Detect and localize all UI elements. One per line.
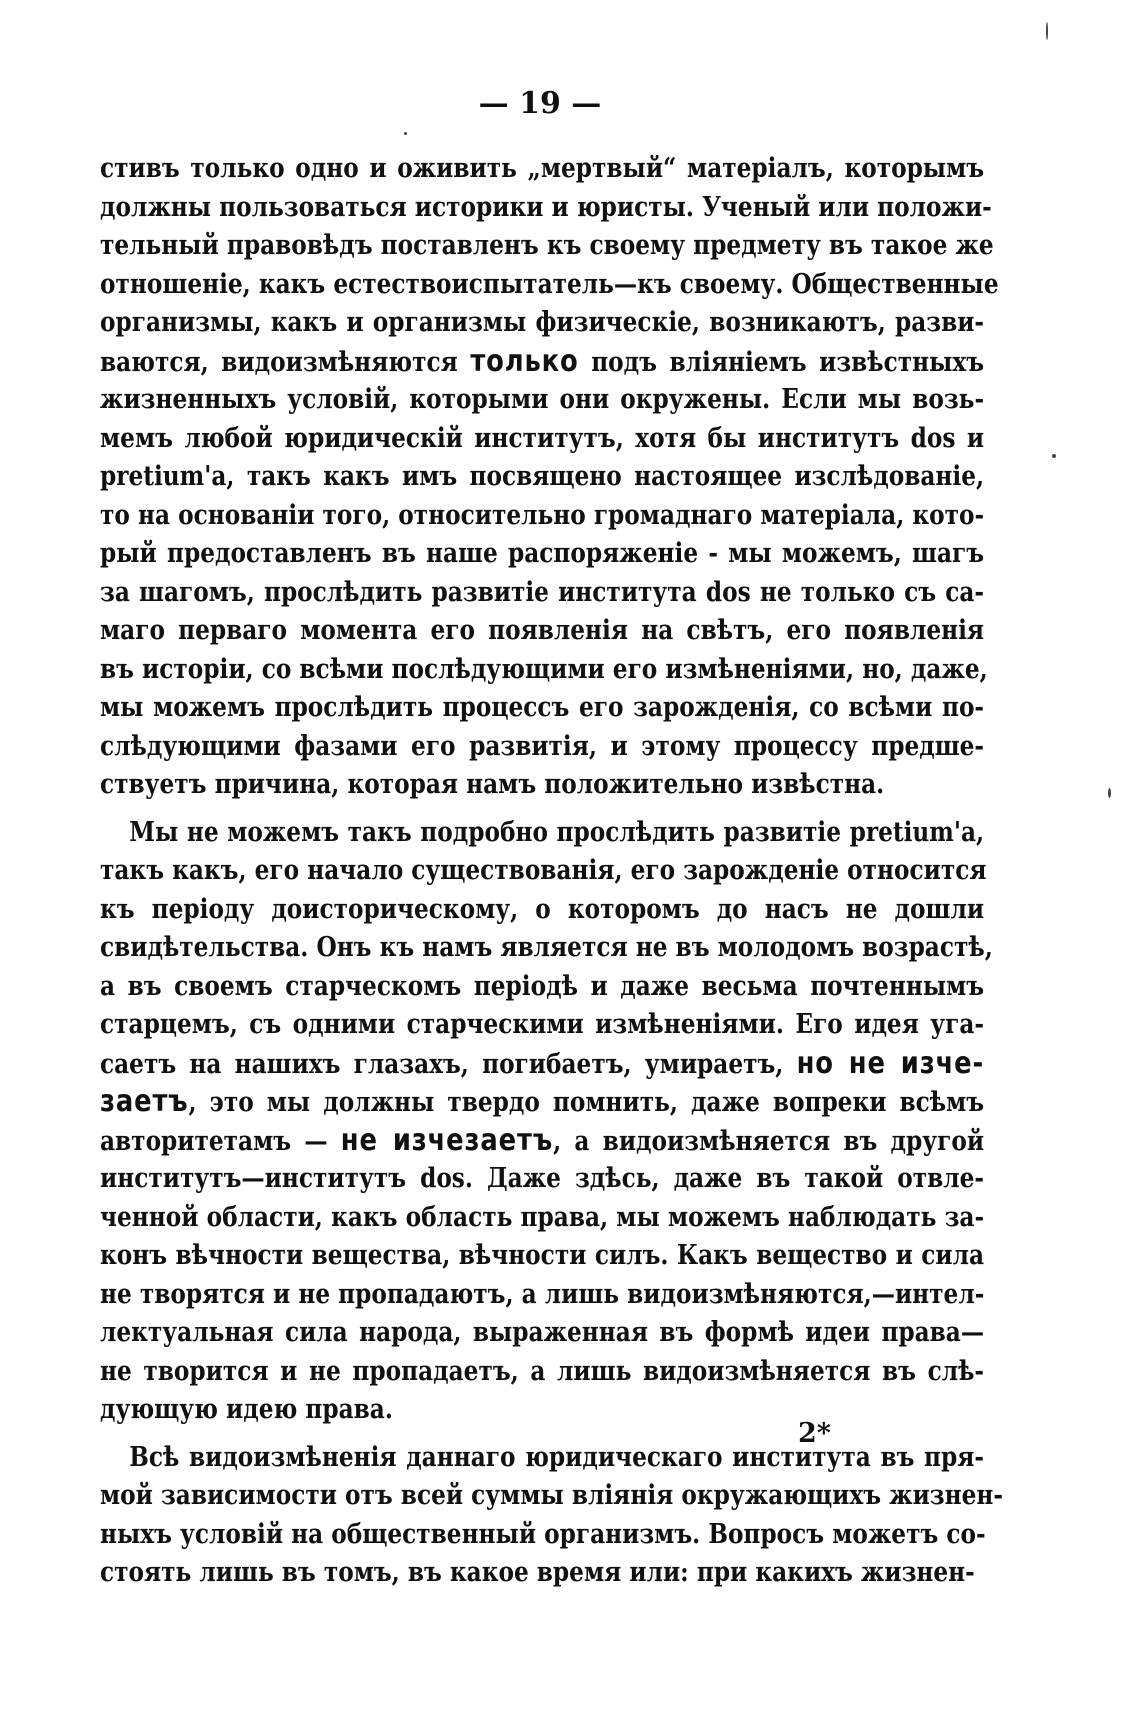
text-line: отношеніе, какъ естествоиспытатель—къ своему. Общественные [100,268,999,300]
text-line: стоять лишь въ томъ, въ какое время или: при какихъ жизнен- [100,1557,975,1588]
text-line: организмы, какъ и организмы физическіе, возникаютъ, разви- [100,307,985,338]
text-segment: авторитетамъ — [100,1125,341,1157]
text-line: не творится и не пропадаетъ, а лишь видоизмѣняется въ слѣ- [100,1355,985,1387]
text-line: мы можемъ прослѣдить процессъ его зарожденія, со всѣми по- [100,692,985,723]
page-number: — 19 — [478,86,602,121]
emphasized-text: заетъ [100,1084,189,1119]
scan-speck [1046,22,1048,40]
text-segment: подъ вліяніемъ извѣстныхъ [578,346,985,378]
text-line: слѣдующими фазами его развитія, и этому процессу предше- [100,730,985,762]
text-line: рый предоставленъ въ наше распоряженіе - мы можемъ, шагъ [100,538,985,569]
text-line [100,343,984,382]
text-line: стивъ только одно и оживить „мертвый“ матеріалъ, которымъ [100,153,985,184]
emphasized-text: но не изче- [796,1045,985,1081]
text-segment: саетъ на нашихъ глазахъ, погибаетъ, умираетъ, [100,1048,797,1080]
text-segment: ваются, видоизмѣняются [100,346,471,378]
text-line: институтъ—институтъ dos. Даже здѣсь, даже въ такой отвле- [100,1163,985,1194]
text-line [100,1122,984,1161]
text-line: свидѣтельства. Онъ къ намъ является не въ молодомъ возрастѣ, [100,932,993,963]
text-line: такъ какъ, его начало существованія, его зарожденіе относится [100,855,987,886]
text-line: не творятся и не пропадаютъ, а лишь видоизмѣняются,—интел- [100,1278,985,1310]
text-line: Мы не можемъ такъ подробно прослѣдить развитіе pretium'а, [129,816,985,848]
text-line: мемъ любой юридическій институтъ, хотя бы институтъ dos и [100,422,985,454]
text-line [100,1045,984,1084]
text-line: за шагомъ, прослѣдить развитіе института dos не только съ са- [100,576,985,608]
text-line: а въ своемъ старческомъ періодѣ и даже весьма почтеннымъ [100,970,985,1002]
text-line: то на основаніи того, относительно громаднаго матеріала, кото- [100,499,985,531]
text-line: pretium'а, такъ какъ имъ посвящено настоящее изслѣдованіе, [100,461,985,492]
text-line: ченной области, какъ область права, мы можемъ наблюдать за- [100,1201,985,1233]
text-line: въ исторіи, со всѣми послѣдующими его измѣненіями, но, даже, [100,653,988,685]
text-segment: , а видоизмѣняется въ другой [553,1125,985,1157]
text-line: ныхъ условій на общественный организмъ. Вопросъ можетъ со- [100,1518,986,1550]
scan-speck [1052,454,1056,458]
text-line [100,1083,984,1122]
text-line: конъ вѣчности вещества, вѣчности силъ. Какъ вещество и сила [100,1240,985,1271]
scan-speck [1108,788,1111,798]
emphasized-text: не изчезаетъ [340,1122,554,1158]
text-line: Всѣ видоизмѣненія даннаго юридическаго института въ пря- [129,1441,985,1473]
emphasized-text: только [470,343,579,379]
text-line: должны пользоваться историки и юристы. Ученый или положи- [100,191,992,223]
text-line: жизненныхъ условій, которыми они окружены. Если мы возь- [100,384,985,415]
text-line: ствуетъ причина, которая намъ положительно извѣстна. [100,769,885,800]
text-line: мой зависимости отъ всей суммы вліянія окружающихъ жизнен- [100,1480,1004,1511]
text-line: дующую идею права. [100,1394,393,1425]
scan-speck [404,132,407,135]
text-line: старцемъ, съ одними старческими измѣненіями. Его идея уга- [100,1009,985,1040]
printer-signature-mark: 2* [798,1418,831,1449]
text-line: лектуальная сила народа, выраженная въ формѣ идеи права— [100,1317,985,1348]
text-line: маго перваго момента его появленія на свѣтъ, его появленія [100,615,985,646]
text-line: къ періоду доисторическому, о которомъ до насъ не дошли [100,893,985,925]
text-column [100,150,1004,1593]
text-line: тельный правовѣдъ поставленъ къ своему предмету въ такое же [100,230,994,261]
text-segment: , это мы должны твердо помнить, даже вопреки всѣмъ [188,1087,985,1118]
